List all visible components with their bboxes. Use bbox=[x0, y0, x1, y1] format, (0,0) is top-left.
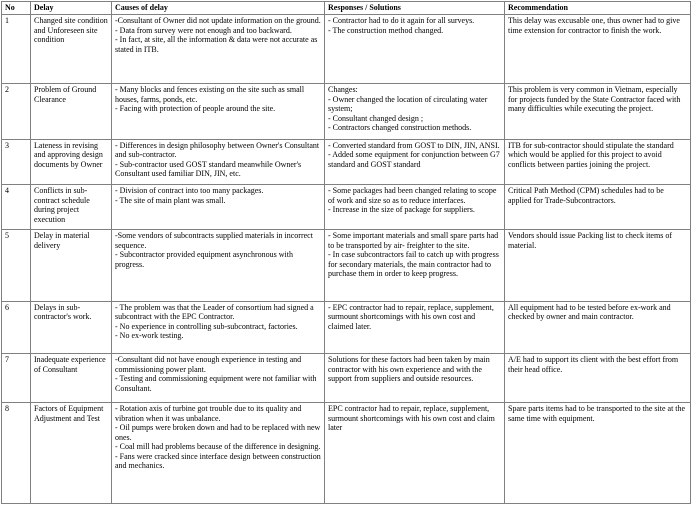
response-line: - Contractors changed construction methods. bbox=[328, 123, 472, 133]
cause-line: - No experience in controlling sub-subcontract, factories. bbox=[115, 321, 298, 331]
response-line: - Some important materials and small spare parts had to be transported by air- freighter to the site. bbox=[328, 231, 499, 250]
cause-line: - Fans were cracked since interface design between construction and mechanics. bbox=[115, 451, 321, 471]
response-line: - Increase in the size of package for suppliers. bbox=[328, 205, 475, 215]
causes-cell bbox=[112, 15, 325, 84]
delay-cell: Lateness in revising and approving design documents by Owner bbox=[31, 139, 112, 185]
cause-line: -Some vendors of subcontracts supplied materials in incorrect sequence. bbox=[115, 231, 313, 250]
cause-line: - Division of contract into too many packages. bbox=[115, 186, 264, 196]
row-number: 1 bbox=[2, 15, 31, 84]
row-number: 5 bbox=[2, 230, 31, 302]
responses-cell bbox=[325, 84, 505, 139]
cause-line: - The site of main plant was small. bbox=[115, 195, 226, 205]
delay-cell: Inadequate experience of Consultant bbox=[31, 354, 112, 403]
recommendation-cell: Critical Path Method (CPM) schedules had to be applied for Trade-Subcontractors. bbox=[505, 185, 691, 230]
recommendation-cell: All equipment had to be tested before ex-work and checked by owner and main contractor. bbox=[505, 301, 691, 354]
causes-cell bbox=[112, 230, 325, 302]
cause-line: - Data from survey were not enough and too backward. bbox=[115, 25, 292, 35]
table-row bbox=[2, 403, 691, 504]
recommendation-cell: This delay was excusable one, thus owner had to give time extension for contractor to finish the work. bbox=[505, 15, 691, 84]
cause-line: - Coal mill had problems because of the difference in designing. bbox=[115, 442, 321, 452]
response-line: Changes: bbox=[328, 85, 358, 95]
row-number: 3 bbox=[2, 139, 31, 185]
response-line: - Contractor had to do it again for all surveys. bbox=[328, 16, 475, 25]
response-line: - EPC contractor had to repair, replace, supplement, surmount shortcomings with his own cost and claimed later. bbox=[328, 302, 494, 331]
cause-line: - Differences in design philosophy between Owner's Consultant and sub-contractor. bbox=[115, 140, 320, 160]
delay-cell: Delays in sub-contractor's work. bbox=[31, 301, 112, 354]
table-row bbox=[2, 84, 691, 139]
cause-line: - No ex-work testing. bbox=[115, 331, 184, 341]
cause-line: -Consultant did not have enough experience in testing and commissioning power plant. bbox=[115, 355, 302, 374]
header-recommendation: Recommendation bbox=[505, 2, 691, 15]
delay-cell: Factors of Equipment Adjustment and Test bbox=[31, 403, 112, 504]
recommendation-cell: Spare parts items had to be transported to the site at the same time with equipment. bbox=[505, 403, 691, 504]
table-row bbox=[2, 230, 691, 302]
response-line: - Owner changed the location of circulating water system; bbox=[328, 94, 488, 114]
table-row bbox=[2, 354, 691, 403]
table-row bbox=[2, 139, 691, 185]
row-number: 2 bbox=[2, 84, 31, 139]
responses-cell bbox=[325, 15, 505, 84]
header-row bbox=[2, 2, 691, 15]
response-line: - The construction method changed. bbox=[328, 25, 444, 35]
cause-line: - Subcontractor provided equipment asynchronous with progress. bbox=[115, 250, 293, 269]
table-row bbox=[2, 185, 691, 230]
response-line: Solutions for these factors had been taken by main contractor with his own experience and with the support from suppliers and outside resources. bbox=[328, 355, 490, 384]
recommendation-cell: Vendors should issue Packing list to check items of material. bbox=[505, 230, 691, 302]
response-line: - Converted standard from GOST to DIN, JIN, ANSI. bbox=[328, 140, 500, 150]
cause-line: - Sub-contractor used GOST standard meanwhile Owner's Consultant used familiar DIN, JIN, etc. bbox=[115, 159, 302, 179]
causes-cell bbox=[112, 354, 325, 403]
row-number: 6 bbox=[2, 301, 31, 354]
response-line: - In case subcontractors fail to catch up with progress for secondary materials, the main contractor had to purchase them in order to keep progress. bbox=[328, 250, 499, 279]
causes-cell bbox=[112, 301, 325, 354]
recommendation-cell: A/E had to support its client with the best effort from their head office. bbox=[505, 354, 691, 403]
recommendation-cell: ITB for sub-contractor should stipulate the standard which would be applied for this project to avoid conflicts between parties joining the project. bbox=[505, 139, 691, 185]
responses-cell bbox=[325, 354, 505, 403]
responses-cell bbox=[325, 139, 505, 185]
delay-cell: Changed site condition and Unforeseen site condition bbox=[31, 15, 112, 84]
responses-cell bbox=[325, 301, 505, 354]
responses-cell bbox=[325, 403, 505, 504]
cause-line: - Facing with protection of people around the site. bbox=[115, 104, 276, 114]
causes-cell bbox=[112, 403, 325, 504]
header-causes: Causes of delay bbox=[112, 2, 325, 15]
cause-line: - Rotation axis of turbine got trouble due to its quality and vibration when it was unbalance. bbox=[115, 404, 302, 423]
table-row bbox=[2, 301, 691, 354]
delay-cell: Problem of Ground Clearance bbox=[31, 84, 112, 139]
header-delay: Delay bbox=[31, 2, 112, 15]
header-responses: Responses / Solutions bbox=[325, 2, 505, 15]
response-line: - Added some equipment for conjunction between G7 standard and GOST standard bbox=[328, 150, 500, 169]
row-number: 8 bbox=[2, 403, 31, 504]
response-line: EPC contractor had to repair, replace, supplement, surmount shortcomings with his own cost and claim later bbox=[328, 404, 495, 433]
cause-line: - In fact, at site, all the information & data were not accurate as stated in ITB. bbox=[115, 35, 318, 54]
responses-cell bbox=[325, 185, 505, 230]
delay-cell: Conflicts in sub-contract schedule during project execution bbox=[31, 185, 112, 230]
causes-cell bbox=[112, 185, 325, 230]
recommendation-cell: This problem is very common in Vietnam, especially for projects funded by the State Contractor faced with many difficulties while executing the project. bbox=[505, 84, 691, 139]
header-no: No bbox=[2, 2, 31, 15]
cause-line: -Consultant of Owner did not update information on the ground. bbox=[115, 16, 321, 25]
response-line: - Consultant changed design ; bbox=[328, 113, 424, 123]
cause-line: - Oil pumps were broken down and had to be replaced with new ones. bbox=[115, 423, 321, 442]
response-line: - Some packages had been changed relating to scope of work and size so as to reduce interfaces. bbox=[328, 186, 497, 205]
cause-line: - Testing and commissioning equipment were not familiar with Consultant. bbox=[115, 374, 317, 393]
row-number: 4 bbox=[2, 185, 31, 230]
row-number: 7 bbox=[2, 354, 31, 403]
cause-line: - The problem was that the Leader of consortium had signed a subcontract with the EPC Contractor. bbox=[115, 302, 314, 322]
delay-table bbox=[1, 1, 691, 504]
causes-cell bbox=[112, 84, 325, 139]
table-row bbox=[2, 15, 691, 84]
responses-cell bbox=[325, 230, 505, 302]
cause-line: - Many blocks and fences existing on the site such as small houses, farms, ponds, etc. bbox=[115, 85, 305, 104]
causes-cell bbox=[112, 139, 325, 185]
delay-cell: Delay in material delivery bbox=[31, 230, 112, 302]
